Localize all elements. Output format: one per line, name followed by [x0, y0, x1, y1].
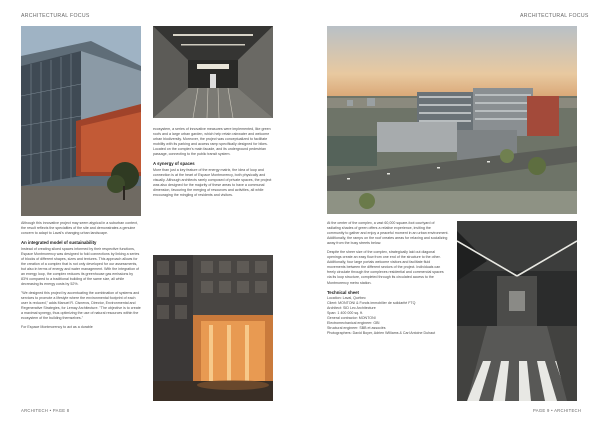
paragraph: At the center of the complex, a vast 60,000 square-foot courtyard of radiating shades of green offers a relative experience, inviting the community to gather and enjoy a peaceful moment in an urban environment. Additionally, the ramps on the roof creates areas for relaxing and socializing away from the busy streets below. [327, 221, 449, 246]
folio-left: ARCHITECH • PAGE 8 [21, 408, 70, 413]
text-column-2 [153, 127, 273, 202]
tech-line: Structural engineer: SBB et associés [327, 326, 386, 331]
tech-line: Span: 1 400 000 sq. ft. [327, 311, 364, 316]
paragraph: ecosystem, a series of innovative measures were implemented, like green roofs and a large urban garden, which help retain rainwater and welcome urban biodiversity. Moreover, the project was conceptualized to facilitate mobility with its parking and access ramp specifically designed for bikes. Located on the complex's main facade, and its underground pedestrian passage, connecting to the public transit system. [153, 127, 271, 157]
tech-line: Electromechanical engineer: GBI [327, 321, 380, 326]
text-column-3 [327, 221, 449, 336]
paragraph: Instead of creating siloed spaces informed by their respective functions, Espace Montmorency was designed to fold connections by linking a series of blocks of different shapes, sizes and textures. This approach allows for the creation of a complex that is not only developed for our assessments, but also in terms of energy and water management. With the integration of an energy loop, the complex reduces its greenhouse gas emissions by 83% compared to a traditional building of the same size, all while decreasing its energy costs by 52%. [21, 246, 140, 287]
section-label-left: ARCHITECTURAL FOCUS [21, 13, 90, 19]
subheading: An integrated model of sustainability [21, 240, 97, 246]
tech-line: Photographers: David Boyer, Adrien Williams & Carl Antoine Duhaut [327, 331, 436, 336]
paragraph: "We designed this project by accentuating the combination of systems and services to promote a lifestyle where the environmental footprint of each user is reduced," adds Manuel R. Cisneros, Director, Environmental and Regenerative Strategies, for Lemay Architecture. "The objective is to create a maximal synergy, thus optimizing the use of natural resources within the ecosystem of the building themselves." [21, 291, 141, 321]
tech-line: Architect: SID Lec Architecture [327, 306, 376, 311]
subheading: A synergy of spaces [153, 161, 195, 167]
paragraph: More than just a key feature of the energy matrix, the idea of loop and connection is at the heart of Espace Montmorency, both physically and visually. Although architects rarely composed of private spaces, the project was also designed for the majority of these areas to have a communal dimension, favouring the merging of resources and activities, all while encouraging the mingling of residents and visitors. [153, 167, 272, 198]
section-label-right: ARCHITECTURAL FOCUS [520, 13, 589, 19]
text-column-1 [21, 221, 141, 334]
tech-line: General contractor: MONTONI [327, 316, 376, 321]
photo-parking-garage [457, 221, 577, 401]
technical-sheet-heading: Technical sheet [327, 289, 359, 295]
folio-right: PAGE 9 • ARCHITECH [533, 408, 582, 413]
tech-line: Location: Laval, Québec [327, 296, 366, 301]
paragraph: Despite the sheer size of the complex, strategically laid out diagonal openings create an easy flow from one end of the structure to the other. Additionally, four large portals welcome visitors and facilitate fluid movements between the different sectors of the project. Individuals can freely circulate through the complexes residential and commercial spaces via its loop structure, completed through its circulated access to the Montmorency metro station. [327, 250, 444, 285]
technical-sheet [327, 290, 449, 337]
photo-aerial-complex [327, 26, 577, 214]
paragraph: For Espace Montmorency to act as a durable [21, 325, 93, 330]
tech-line: Client: MONTONI & Fonds immobilier de solidarité FTQ [327, 301, 416, 306]
photo-underground-passage [153, 26, 273, 118]
paragraph: Although this innovative project may seem atypical in a suburban context, the result reflects the specialties of the site and demonstrates a genuine concern to adapt to Laval's changing urban landscape. [21, 221, 138, 236]
photo-lit-courtyard [153, 255, 273, 401]
photo-building-facade [21, 26, 141, 216]
